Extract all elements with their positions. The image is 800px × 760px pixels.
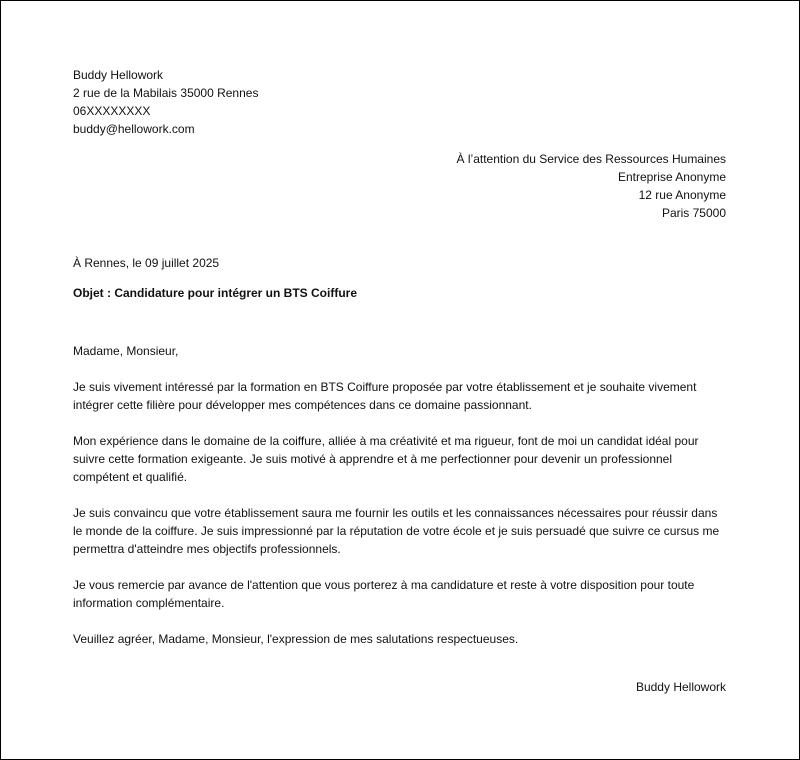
body-paragraph: Je suis vivement intéressé par la formation en BTS Coiffure proposée par votre établissement et je souhaite vivement intégrer cette filière pour développer mes compétences dans ce domaine passionnant. — [73, 380, 697, 412]
sender-name: Buddy Hellowork — [73, 68, 164, 82]
sender-email: buddy@hellowork.com — [73, 122, 195, 136]
letter-subject: Objet : Candidature pour intégrer un BTS Coiffure — [73, 286, 358, 300]
recipient-city: Paris 75000 — [661, 206, 726, 220]
sender-block — [73, 66, 473, 138]
body-paragraph: Je suis convaincu que votre établissement saura me fournir les outils et les connaissances nécessaires pour réussir dans le monde de la coiffure. Je suis impressionné par la réputation de votre école et je suis persuadé que suivre ce cursus me permettra d'atteindre mes objectifs professionnels. — [73, 506, 720, 556]
recipient-company: Entreprise Anonyme — [617, 170, 726, 184]
body-paragraph: Je vous remercie par avance de l'attention que vous porterez à ma candidature et reste à votre disposition pour toute information complémentaire. — [73, 578, 695, 610]
sender-phone: 06XXXXXXXX — [73, 104, 151, 118]
closing-paragraph: Veuillez agréer, Madame, Monsieur, l'expression de mes salutations respectueuses. — [73, 632, 519, 646]
recipient-block — [326, 150, 726, 222]
salutation: Madame, Monsieur, — [73, 344, 179, 358]
letter-body — [73, 342, 729, 666]
recipient-street: 12 rue Anonyme — [638, 188, 726, 202]
recipient-attention: À l’attention du Service des Ressources Humaines — [456, 152, 726, 166]
sender-address: 2 rue de la Mabilais 35000 Rennes — [73, 86, 259, 100]
letter-date: À Rennes, le 09 juillet 2025 — [73, 256, 220, 270]
signature: Buddy Hellowork — [635, 680, 726, 694]
body-paragraph: Mon expérience dans le domaine de la coiffure, alliée à ma créativité et ma rigueur, font de moi un candidat idéal pour suivre cette formation exigeante. Je suis motivé à apprendre et à me perfectionner pour devenir un professionnel compétent et qualifié. — [73, 434, 699, 484]
